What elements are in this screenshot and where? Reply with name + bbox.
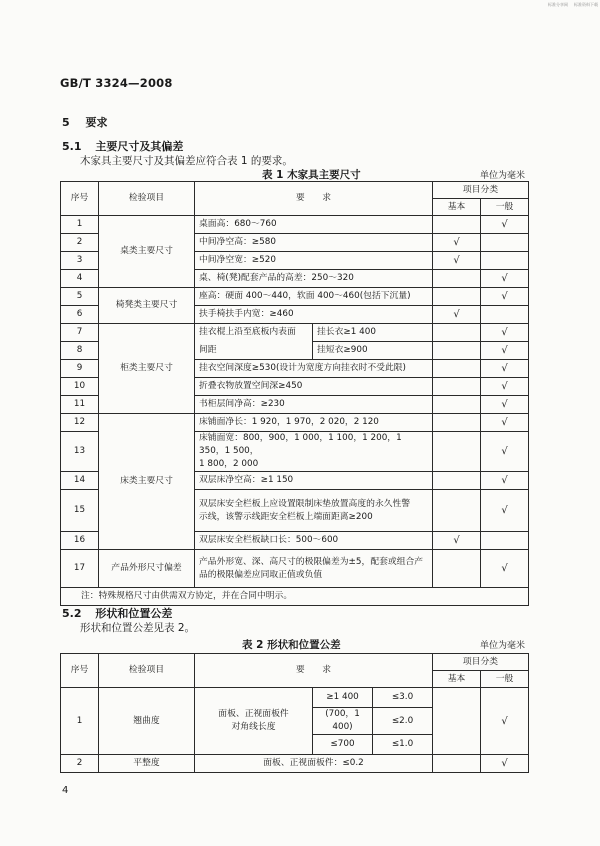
requirement-cell: 双层床净空高：≥1 150 [195, 472, 433, 490]
requirement-cell: 中间净空高：≥580 [195, 234, 433, 252]
standard-header: GB/T 3324—2008 [60, 76, 173, 90]
check-mark: √ [481, 360, 529, 378]
group-cabinet: 柜类主要尺寸 [99, 324, 195, 414]
requirement-cell: 挂短衣≥900 [313, 342, 433, 360]
requirement-cell: 床铺面净长：1 920，1 970，2 020，2 120 [195, 414, 433, 432]
check-mark: √ [481, 472, 529, 490]
row-number: 12 [61, 414, 99, 432]
header-classification: 项目分类 [433, 654, 529, 671]
check-mark: √ [481, 288, 529, 306]
requirement-line: 产品外形宽、深、高尺寸的极限偏差为±5，配套或组合产 [199, 556, 424, 567]
group-shape: 产品外形尺寸偏差 [99, 550, 195, 588]
row-number: 10 [61, 378, 99, 396]
check-mark: √ [481, 688, 529, 755]
requirement-cell: 扶手椅扶手内宽：≥460 [195, 306, 433, 324]
diagonal-length: (700，1 400) [313, 708, 373, 735]
requirement-cell: 折叠衣物放置空间深≥450 [195, 378, 433, 396]
check-item: 翘曲度 [99, 688, 195, 755]
header-requirement: 要 求 [195, 182, 433, 216]
row-number: 1 [61, 688, 99, 755]
row-number: 15 [61, 490, 99, 532]
requirement-description [195, 688, 313, 755]
requirement-cell: 挂衣空间深度≥530(设计为宽度方向挂衣时不受此限) [195, 360, 433, 378]
header-basic: 基本 [433, 671, 481, 688]
check-mark: √ [481, 550, 529, 588]
check-mark: √ [481, 216, 529, 234]
tolerance: ≤1.0 [373, 735, 433, 755]
check-mark: √ [481, 755, 529, 773]
header-item: 检验项目 [99, 182, 195, 216]
section-5-heading [62, 114, 108, 130]
header-general: 一般 [481, 671, 529, 688]
section-5-2-text: 形状和位置公差见表 2。 [80, 622, 196, 634]
header-item: 检验项目 [99, 654, 195, 688]
requirement-cell: 面板、正视面板件：≤0.2 [195, 755, 433, 773]
row-number: 2 [61, 755, 99, 773]
row-number: 4 [61, 270, 99, 288]
check-mark: √ [481, 414, 529, 432]
header-requirement: 要 求 [195, 654, 433, 688]
requirement-cell: 双层床安全栏板缺口长：500～600 [195, 532, 433, 550]
table-1-unit: 单位为毫米 [480, 171, 526, 181]
tolerance: ≤2.0 [373, 708, 433, 735]
row-number: 16 [61, 532, 99, 550]
requirement-line: 1 800，2 000 [199, 459, 259, 469]
requirement-cell [195, 550, 433, 588]
requirement-cell [195, 432, 433, 472]
row-number: 8 [61, 342, 99, 360]
table-2 [60, 653, 529, 773]
requirement-cell [195, 490, 433, 532]
requirement-cell: 间距 [195, 342, 313, 360]
requirement-cell: 桌面高：680～760 [195, 216, 433, 234]
requirement-cell: 挂长衣≥1 400 [313, 324, 433, 342]
requirement-cell: 座高：硬面 400～440，软面 400～460(包括下沉量) [195, 288, 433, 306]
tolerance: ≤3.0 [373, 688, 433, 708]
table-1 [60, 181, 529, 606]
diagonal-length: ≤700 [313, 735, 373, 755]
table-2-unit: 单位为毫米 [480, 641, 526, 651]
section-number: 5 [62, 116, 70, 129]
requirement-line: 床铺面宽：800，900，1 000，1 100，1 200，1 350，1 500， [199, 433, 402, 456]
requirement-line: 面板、正视面板件 [218, 709, 289, 719]
requirement-line: 品的极限偏差应同取正值或负值 [199, 569, 323, 580]
row-number: 9 [61, 360, 99, 378]
group-bed: 床类主要尺寸 [99, 414, 195, 550]
diagonal-length: ≥1 400 [313, 688, 373, 708]
section-number: 5.2 [62, 607, 82, 620]
check-item: 平整度 [99, 755, 195, 773]
row-number: 11 [61, 396, 99, 414]
row-number: 3 [61, 252, 99, 270]
check-mark: √ [481, 490, 529, 532]
page-number: 4 [62, 785, 69, 796]
requirement-line: 双层床安全栏板上应设置限制床垫放置高度的永久性警 [199, 498, 411, 509]
check-mark: √ [481, 342, 529, 360]
header-no: 序号 [61, 182, 99, 216]
check-mark: √ [433, 532, 481, 550]
header-no: 序号 [61, 654, 99, 688]
row-number: 6 [61, 306, 99, 324]
check-mark: √ [481, 396, 529, 414]
check-mark: √ [481, 432, 529, 472]
section-5-1-heading [62, 138, 183, 154]
section-5-2-heading [62, 605, 172, 621]
row-number: 14 [61, 472, 99, 490]
row-number: 17 [61, 550, 99, 588]
header-classification: 项目分类 [433, 182, 529, 199]
corner-mark-left: 标准分享网 [548, 2, 568, 7]
requirement-cell: 中间净空宽：≥520 [195, 252, 433, 270]
check-mark: √ [481, 270, 529, 288]
row-number: 2 [61, 234, 99, 252]
table-2-caption: 表 2 形状和位置公差 [242, 639, 341, 651]
check-mark: √ [433, 234, 481, 252]
header-basic: 基本 [433, 199, 481, 216]
table-1-note: 注：特殊规格尺寸由供需双方协定，并在合同中明示。 [61, 588, 529, 606]
requirement-cell: 挂衣棍上沿至底板内表面 [195, 324, 313, 342]
requirement-line: 对角线长度 [231, 722, 276, 732]
check-mark: √ [481, 324, 529, 342]
requirement-line: 示线，该警示线距安全栏板上端面距离≥200 [199, 511, 373, 522]
check-mark: √ [433, 252, 481, 270]
table-1-caption: 表 1 木家具主要尺寸 [262, 169, 361, 181]
section-number: 5.1 [62, 140, 82, 153]
row-number: 7 [61, 324, 99, 342]
check-mark: √ [481, 378, 529, 396]
row-number: 13 [61, 432, 99, 472]
row-number: 1 [61, 216, 99, 234]
section-title: 要求 [85, 116, 108, 129]
section-5-1-text: 木家具主要尺寸及其偏差应符合表 1 的要求。 [80, 155, 293, 167]
section-title: 主要尺寸及其偏差 [95, 140, 184, 153]
header-general: 一般 [481, 199, 529, 216]
corner-mark-right: 标准资料下载 [574, 2, 598, 7]
row-number: 5 [61, 288, 99, 306]
requirement-cell: 桌、椅(凳)配套产品的高差：250～320 [195, 270, 433, 288]
group-desk: 桌类主要尺寸 [99, 216, 195, 288]
section-title: 形状和位置公差 [95, 607, 173, 620]
requirement-cell: 书柜层间净高：≥230 [195, 396, 433, 414]
check-mark: √ [433, 306, 481, 324]
group-chair: 椅凳类主要尺寸 [99, 288, 195, 324]
